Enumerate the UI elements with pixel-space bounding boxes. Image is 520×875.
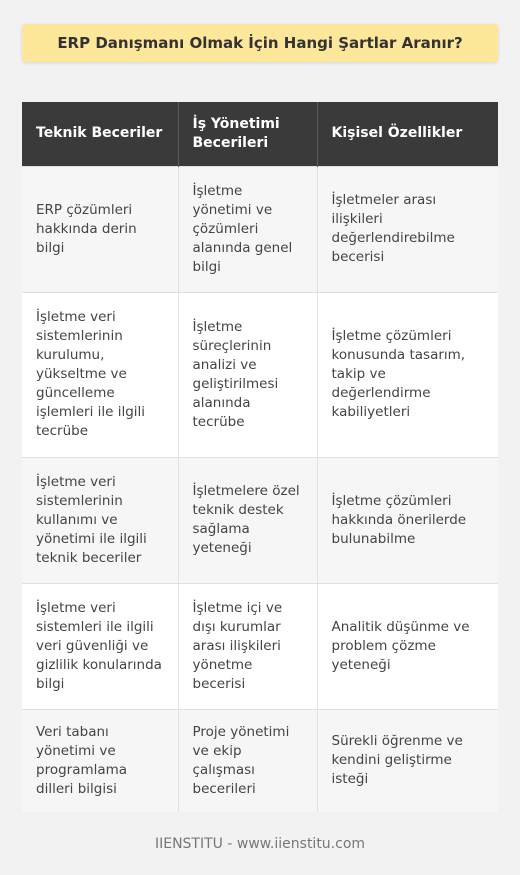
table-cell: İşletmelere özel teknik destek sağlama yeteneği <box>178 457 317 583</box>
column-header-personal: Kişisel Özellikler <box>317 102 498 166</box>
table-row <box>22 709 498 812</box>
column-header-technical: Teknik Beceriler <box>22 102 178 166</box>
table-cell: İşletme süreçlerinin analizi ve geliştirilmesi alanında tecrübe <box>178 292 317 457</box>
table-cell: İşletme çözümleri hakkında önerilerde bulunabilme <box>317 457 498 583</box>
table-cell: İşletme yönetimi ve çözümleri alanında genel bilgi <box>178 166 317 292</box>
footer-credit: IIENSTITU - www.iienstitu.com <box>154 836 366 852</box>
table-cell: ERP çözümleri hakkında derin bilgi <box>22 166 178 292</box>
table-row <box>22 457 498 583</box>
table-cell: Veri tabanı yönetimi ve programlama dilleri bilgisi <box>22 709 178 812</box>
table-cell: İşletme veri sistemleri ile ilgili veri güvenliği ve gizlilik konularında bilgi <box>22 583 178 709</box>
table-cell: Sürekli öğrenme ve kendini geliştirme isteği <box>317 709 498 812</box>
table-cell: İşletmeler arası ilişkileri değerlendirebilme becerisi <box>317 166 498 292</box>
table-row <box>22 292 498 457</box>
table-cell: Analitik düşünme ve problem çözme yeteneği <box>317 583 498 709</box>
page-title: ERP Danışmanı Olmak İçin Hangi Şartlar Aranır? <box>22 24 498 62</box>
table-cell: İşletme içi ve dışı kurumlar arası ilişkileri yönetme becerisi <box>178 583 317 709</box>
table-row <box>22 583 498 709</box>
column-header-management: İş Yönetimi Becerileri <box>178 102 317 166</box>
requirements-table <box>22 102 498 812</box>
table-cell: İşletme veri sistemlerinin kullanımı ve yönetimi ile ilgili teknik beceriler <box>22 457 178 583</box>
table-cell: Proje yönetimi ve ekip çalışması becerileri <box>178 709 317 812</box>
table-row <box>22 166 498 292</box>
table-header-row <box>22 102 498 166</box>
table-cell: İşletme çözümleri konusunda tasarım, takip ve değerlendirme kabiliyetleri <box>317 292 498 457</box>
table-cell: İşletme veri sistemlerinin kurulumu, yükseltme ve güncelleme işlemleri ile ilgili tecrübe <box>22 292 178 457</box>
